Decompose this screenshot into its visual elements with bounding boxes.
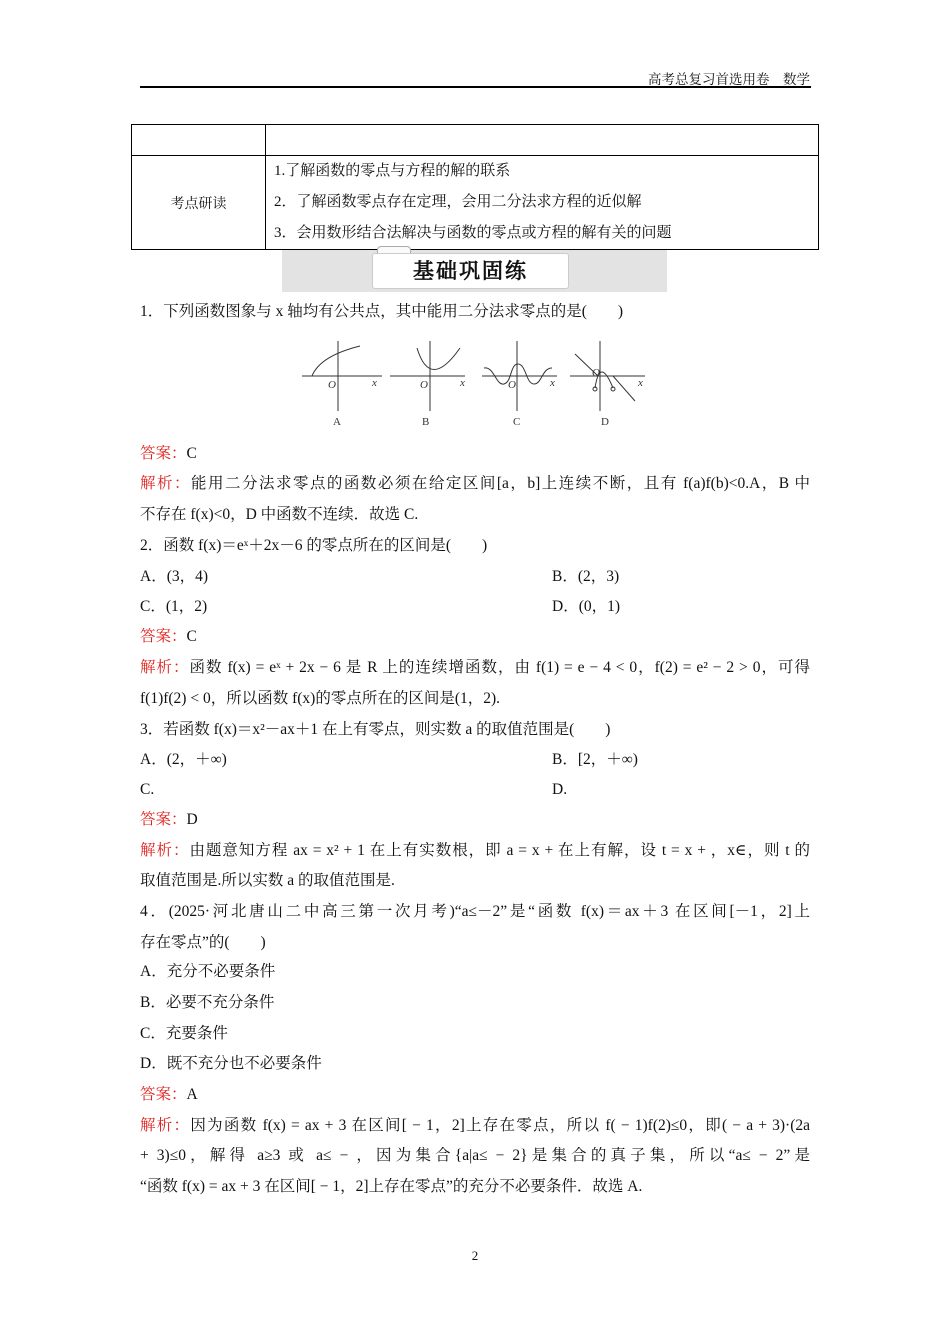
analysis-label: 解析： [140,475,191,492]
section-title: 基础巩固练 [372,253,569,289]
svg-text:x: x [460,377,465,389]
q3-stem: 3．若函数 f(x)＝x²－ax＋1 在上有零点，则实数 a 的取值范围是( ) [140,721,611,738]
option: A．充分不必要条件 [140,963,276,980]
analysis-text: 能用二分法求零点的函数必须在给定区间[a，b]上连续不断，且有 f(a)f(b)<0.A，B 中 [190,475,810,492]
objectives-table [131,124,819,250]
analysis-text: 不存在 f(x)<0，D 中函数不连续．故选 C. [140,506,419,523]
graph-label-c: C [513,416,521,428]
analysis-text: 由题意知方程 ax = x² + 1 在上有实数根，即 a = x + 在上有解，设 t = x + ，x∈，则 t 的 [189,842,810,859]
graph-label-b: B [422,416,430,428]
analysis-text: f(1)f(2) < 0，所以函数 f(x)的零点所在的区间是(1，2). [140,690,501,707]
graph-label-d: D [601,416,609,428]
answer: C [186,628,197,645]
option: B．(2，3) [552,568,620,585]
answer: A [186,1086,198,1103]
graph-c [482,341,557,411]
graph-d [570,341,645,411]
svg-text:O: O [508,379,516,391]
q4-stem: 4．(2025·河北唐山二中高三第一次月考)“a≤－2”是“函数 f(x)＝ax＋3 在区间[－1，2]上 [140,903,810,920]
analysis-text: 因为函数 f(x) = ax + 3 在区间[ − 1，2]上存在零点，所以 f( − 1)f(2)≤0，即( − a + 3)·(2a [190,1117,810,1134]
objective-item: 1.了解函数的零点与方程的解的联系 [274,163,511,179]
objectives-label: 考点研读 [132,156,266,250]
svg-text:x: x [550,377,555,389]
svg-text:O: O [420,379,428,391]
svg-text:O: O [592,367,600,379]
svg-text:x: x [372,377,377,389]
option: C．(1，2) [140,598,208,615]
q4-stem: 存在零点”的( ) [140,934,266,951]
section-banner [282,250,667,292]
option: B．[2，＋∞) [552,751,638,768]
option: D．(0，1) [552,598,621,615]
option: B．必要不充分条件 [140,994,275,1011]
answer-label: 答案： [140,628,187,645]
graph-a [302,341,382,411]
option: A．(3，4) [140,568,209,585]
answer: C [186,445,197,462]
analysis-text: “函数 f(x) = ax + 3 在区间[ − 1，2]上存在零点”的充分不必要条件．故选 A. [140,1178,643,1195]
svg-text:O: O [328,379,336,391]
analysis-label: 解析： [140,842,190,859]
svg-text:x: x [638,377,643,389]
graph-b [390,341,465,411]
objective-item: 2．了解函数零点存在定理，会用二分法求方程的近似解 [274,194,642,210]
q1-stem: 1．下列函数图象与 x 轴均有公共点，其中能用二分法求零点的是( ) [140,303,624,320]
answer-label: 答案： [140,1086,187,1103]
q2-stem: 2．函数 f(x)＝eˣ＋2x－6 的零点所在的区间是( ) [140,537,488,554]
objective-item: 3．会用数形结合法解决与函数的零点或方程的解有关的问题 [274,225,672,241]
analysis-text: 函数 f(x) = eˣ + 2x − 6 是 R 上的连续增函数，由 f(1) = e − 4 < 0，f(2) = e² − 2 > 0，可得 [189,659,810,676]
analysis-text: + 3)≤0，解得 a≥3 或 a≤ − ，因为集合{a|a≤ − 2}是集合的真子集，所以“a≤ − 2”是 [140,1147,810,1164]
q1-graphs [300,336,650,428]
option: C．充要条件 [140,1025,228,1042]
analysis-text: 取值范围是.所以实数 a 的取值范围是. [140,872,395,889]
option: D．既不充分也不必要条件 [140,1055,322,1072]
option: C. [140,781,155,798]
graph-label-a: A [333,416,341,428]
option: A．(2，＋∞) [140,751,227,768]
running-header: 高考总复习首选用卷 数学 [648,72,810,87]
answer-label: 答案： [140,811,187,828]
answer-label: 答案： [140,445,187,462]
analysis-label: 解析： [140,1117,191,1134]
analysis-label: 解析： [140,659,190,676]
option: D. [552,781,568,798]
header-rule [140,86,811,88]
page-number: 2 [471,1248,479,1263]
answer: D [186,811,198,828]
